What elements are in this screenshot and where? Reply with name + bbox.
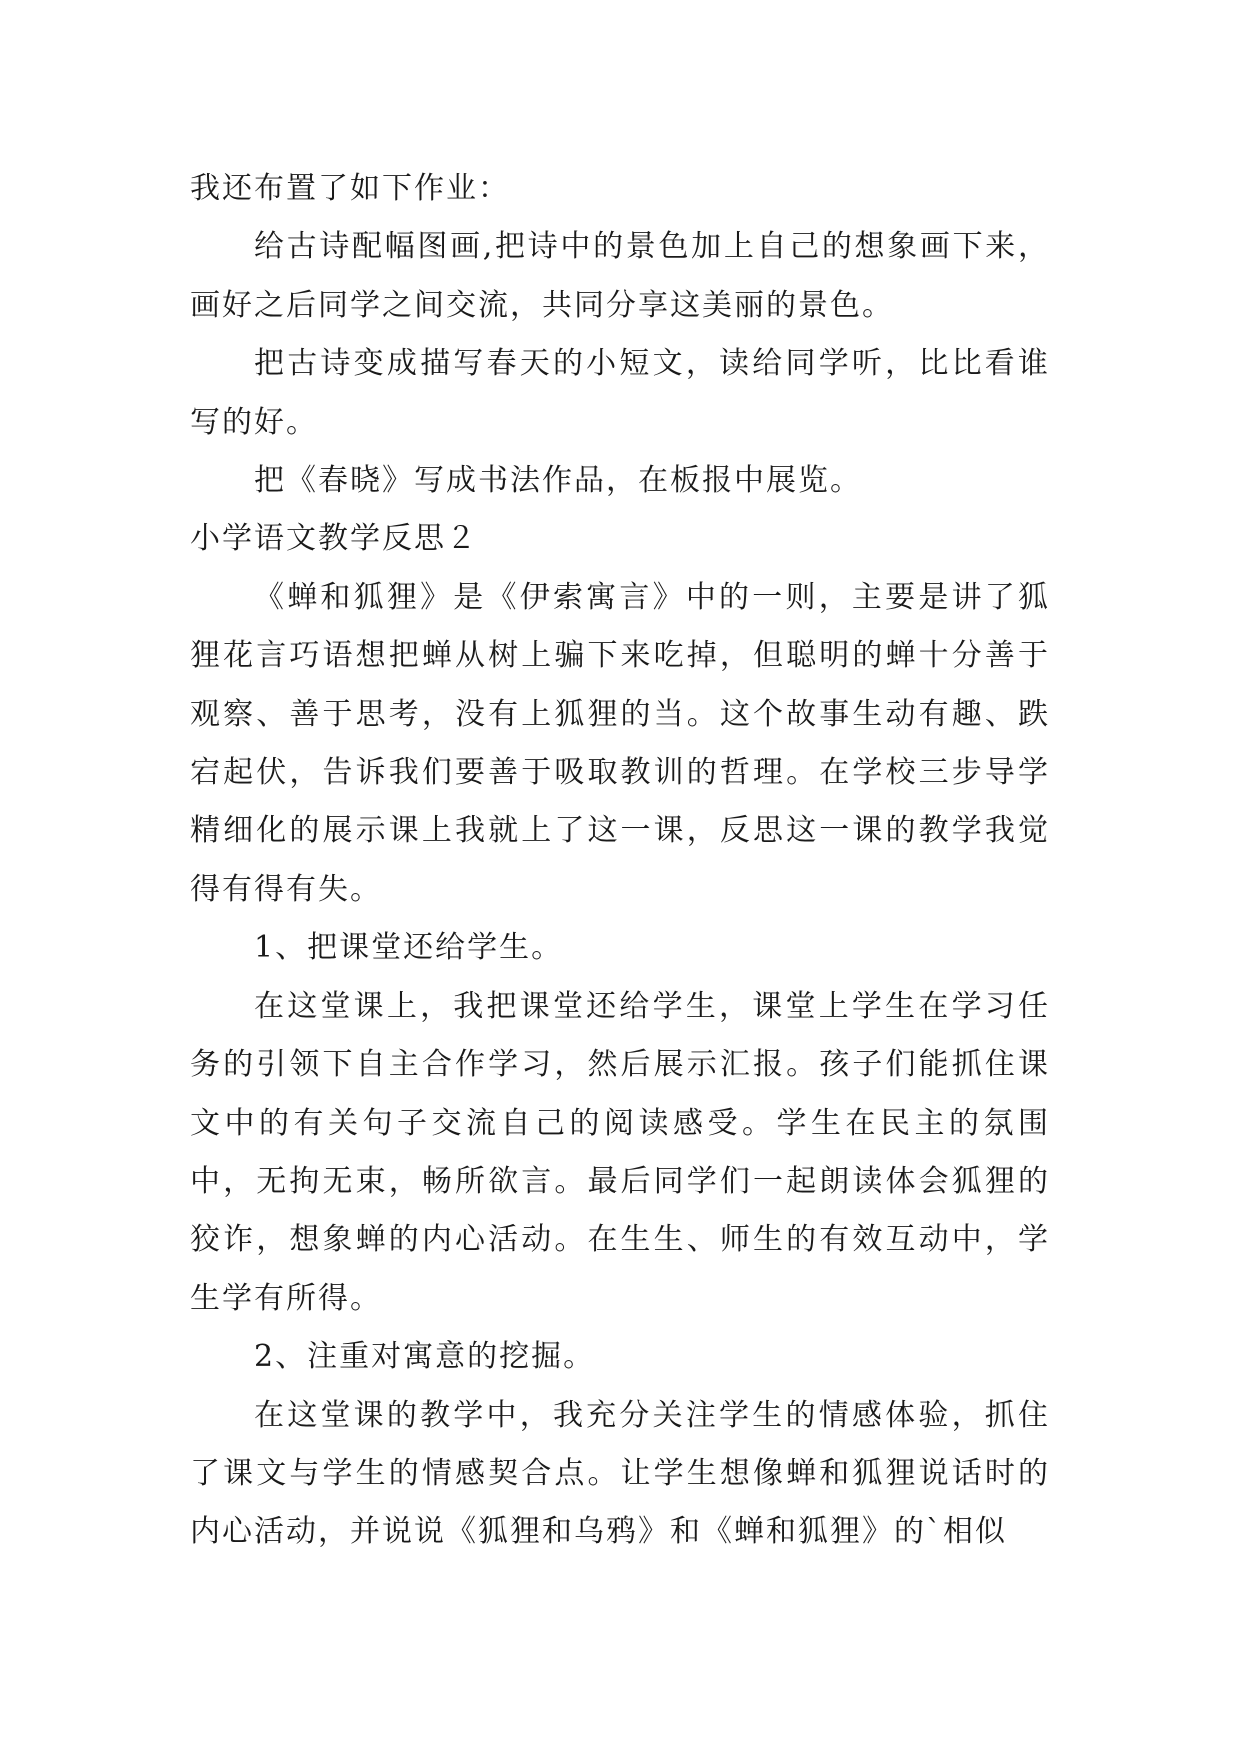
paragraph-point-two-body: 在这堂课的教学中，我充分关注学生的情感体验，抓住了课文与学生的情感契合点。让学生想像蝉和狐狸说话时的内心活动，并说说《狐狸和乌鸦》和《蝉和狐狸》的`相似	[190, 1397, 1050, 1550]
paragraph-point-one-body: 在这堂课上，我把课堂还给学生，课堂上学生在学习任务的引领下自主合作学习，然后展示汇报。孩子们能抓住课文中的有关句子交流自己的阅读感受。学生在民主的氛围中，无拘无束，畅所欲言。最后同学们一起朗读体会狐狸的狡诈，想象蝉的内心活动。在生生、师生的有效互动中，学生学有所得。	[190, 988, 1050, 1316]
paragraph-homework-essay: 把古诗变成描写春天的小短文，读给同学听，比比看谁写的好。	[190, 346, 1050, 440]
paragraph-point-two-heading: 2、注重对寓意的挖掘。	[254, 1339, 596, 1375]
paragraph-homework-drawing: 给古诗配幅图画,把诗中的景色加上自己的想象画下来，画好之后同学之间交流，共同分享这美丽的景色。	[190, 229, 1050, 323]
paragraph-point-one-heading: 1、把课堂还给学生。	[254, 930, 564, 966]
paragraph-homework-calligraphy: 把《春晓》写成书法作品，在板报中展览。	[254, 463, 862, 499]
document-body	[190, 160, 1050, 1562]
section-title: 小学语文教学反思２	[190, 521, 478, 557]
paragraph-homework-intro: 我还布置了如下作业：	[190, 171, 510, 206]
paragraph-story-intro: 《蝉和狐狸》是《伊索寓言》中的一则，主要是讲了狐狸花言巧语想把蝉从树上骗下来吃掉，但聪明的蝉十分善于观察、善于思考，没有上狐狸的当。这个故事生动有趣、跌宕起伏，告诉我们要善于吸取教训的哲理。在学校三步导学精细化的展示课上我就上了这一课，反思这一课的教学我觉得有得有失。	[190, 579, 1050, 907]
